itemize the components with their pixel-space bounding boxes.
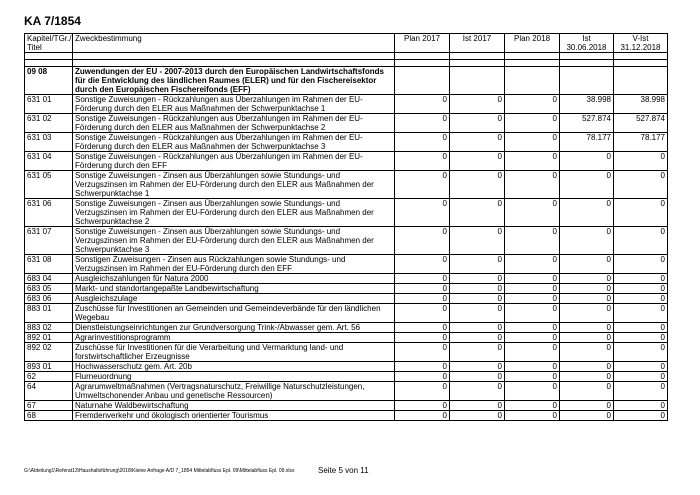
row-plan-2017: 0: [395, 133, 450, 152]
table-row: [25, 382, 668, 401]
table-row: [25, 304, 668, 323]
table-row: [25, 227, 668, 255]
table-row: [25, 255, 668, 274]
row-vist-31-12-2018: 0: [614, 284, 668, 294]
row-ist-2017: 0: [450, 372, 505, 382]
row-vist-31-12-2018: 78.177: [614, 133, 668, 152]
row-vist-31-12-2018: 0: [614, 323, 668, 333]
row-zweckbestimmung: Sonstige Zuweisungen - Zinsen aus Überzahlungen sowie Stundungs- und Verzugszinsen im Rahmen der EU-Förderung durch den ELER aus Maßnahmen der Schwerpunktachse 2: [73, 199, 395, 227]
row-vist-31-12-2018: 0: [614, 382, 668, 401]
row-ist-2017: 0: [450, 323, 505, 333]
row-vist-31-12-2018: 0: [614, 199, 668, 227]
row-ist-2017: 0: [450, 152, 505, 171]
row-plan-2017: 0: [395, 343, 450, 362]
row-ist-2017: 0: [450, 95, 505, 114]
row-vist-31-12-2018: 527.874: [614, 114, 668, 133]
row-code: 892 02: [25, 343, 73, 362]
header-vist-line2: 31.12.2018: [620, 43, 661, 52]
row-ist-2017: 0: [450, 382, 505, 401]
row-plan-2017: 0: [395, 199, 450, 227]
row-vist-31-12-2018: 0: [614, 274, 668, 284]
row-zweckbestimmung: Sonstige Zuweisungen - Rückzahlungen aus Überzahlungen im Rahmen der EU-Förderung durch den ELER aus Maßnahmen der Schwerpunktachse 2: [73, 114, 395, 133]
row-ist-30-06-2018: 0: [560, 152, 614, 171]
row-plan-2017: 0: [395, 304, 450, 323]
row-vist-31-12-2018: 0: [614, 343, 668, 362]
row-zweckbestimmung: Agrarinvestitionsprogramm: [73, 333, 395, 343]
row-plan-2018: 0: [505, 411, 560, 421]
row-ist-2017: 0: [450, 274, 505, 284]
row-code: 64: [25, 382, 73, 401]
row-ist-30-06-2018: 0: [560, 274, 614, 284]
header-ist-2017: Ist 2017: [450, 34, 505, 53]
row-zweckbestimmung: Naturnahe Waldbewirtschaftung: [73, 401, 395, 411]
row-zweckbestimmung: Ausgleichszulage: [73, 294, 395, 304]
row-zweckbestimmung: Markt- und standortangepaßte Landbewirtschaftung: [73, 284, 395, 294]
row-plan-2018: 0: [505, 333, 560, 343]
blank-row: [25, 60, 668, 67]
row-code: 883 01: [25, 304, 73, 323]
row-zweckbestimmung: Zuschüsse für Investitionen für die Verarbeitung und Vermarktung land- und forstwirtschaftlicher Erzeugnisse: [73, 343, 395, 362]
row-zweckbestimmung: Sonstige Zuweisungen - Rückzahlungen aus Überzahlungen im Rahmen der EU-Förderung durch den ELER aus Maßnahmen der Schwerpunktachse 1: [73, 95, 395, 114]
row-ist-30-06-2018: 0: [560, 372, 614, 382]
row-ist-30-06-2018: 0: [560, 323, 614, 333]
row-plan-2017: 0: [395, 294, 450, 304]
row-ist-30-06-2018: 0: [560, 255, 614, 274]
row-zweckbestimmung: Fremdenverkehr und ökologisch orientierter Tourismus: [73, 411, 395, 421]
row-code: 631 08: [25, 255, 73, 274]
row-vist-31-12-2018: 0: [614, 304, 668, 323]
row-vist-31-12-2018: 0: [614, 255, 668, 274]
row-plan-2018: 0: [505, 171, 560, 199]
row-ist-30-06-2018: 0: [560, 171, 614, 199]
table-row: [25, 95, 668, 114]
header-ist-line2: 30.06.2018: [566, 43, 607, 52]
row-ist-2017: 0: [450, 284, 505, 294]
table-row: [25, 333, 668, 343]
row-plan-2017: 0: [395, 362, 450, 372]
row-plan-2017: 0: [395, 372, 450, 382]
row-code: 893 01: [25, 362, 73, 372]
row-plan-2018: 0: [505, 255, 560, 274]
row-zweckbestimmung: Sonstigen Zuweisungen - Zinsen aus Rückzahlungen sowie Stundungs- und Verzugszinsen im Rahmen der EU-Förderung durch den EFF: [73, 255, 395, 274]
row-plan-2017: 0: [395, 255, 450, 274]
row-zweckbestimmung: Dienstleistungseinrichtungen zur Grundversorgung Trink-/Abwasser gem. Art. 56: [73, 323, 395, 333]
row-plan-2018: 0: [505, 199, 560, 227]
table-row: [25, 114, 668, 133]
row-ist-30-06-2018: 0: [560, 284, 614, 294]
table-row: [25, 401, 668, 411]
table-row: [25, 152, 668, 171]
row-ist-2017: 0: [450, 255, 505, 274]
row-ist-30-06-2018: 0: [560, 199, 614, 227]
row-ist-2017: 0: [450, 227, 505, 255]
header-plan-2017: Plan 2017: [395, 34, 450, 53]
row-plan-2017: 0: [395, 382, 450, 401]
row-vist-31-12-2018: 0: [614, 372, 668, 382]
row-code: 631 04: [25, 152, 73, 171]
row-code: 631 02: [25, 114, 73, 133]
row-ist-30-06-2018: 0: [560, 343, 614, 362]
table-body: [25, 53, 668, 421]
row-ist-30-06-2018: 0: [560, 411, 614, 421]
table-row: [25, 411, 668, 421]
row-ist-2017: 0: [450, 362, 505, 372]
row-plan-2017: 0: [395, 95, 450, 114]
row-ist-2017: 0: [450, 343, 505, 362]
row-ist-2017: 0: [450, 411, 505, 421]
table-row: [25, 323, 668, 333]
row-code: 683 06: [25, 294, 73, 304]
row-vist-31-12-2018: 0: [614, 227, 668, 255]
row-code: 631 06: [25, 199, 73, 227]
row-plan-2018: 0: [505, 343, 560, 362]
row-ist-2017: 0: [450, 199, 505, 227]
row-vist-31-12-2018: 0: [614, 152, 668, 171]
table-row: [25, 372, 668, 382]
section-code: 09 08: [25, 67, 73, 95]
row-code: 631 01: [25, 95, 73, 114]
table-header-row: [25, 34, 668, 53]
row-code: 683 04: [25, 274, 73, 284]
row-zweckbestimmung: Sonstige Zuweisungen - Zinsen aus Überzahlungen sowie Stundungs- und Verzugszinsen im Rahmen der EU-Förderung durch den ELER aus Maßnahmen der Schwerpunktachse 1: [73, 171, 395, 199]
row-vist-31-12-2018: 0: [614, 362, 668, 372]
row-plan-2018: 0: [505, 114, 560, 133]
table-row: [25, 133, 668, 152]
row-plan-2018: 0: [505, 304, 560, 323]
row-ist-30-06-2018: 0: [560, 401, 614, 411]
budget-table: [24, 33, 668, 421]
row-vist-31-12-2018: 0: [614, 333, 668, 343]
row-plan-2017: 0: [395, 333, 450, 343]
header-vist-line1: V-Ist: [632, 34, 649, 43]
row-plan-2018: 0: [505, 227, 560, 255]
row-zweckbestimmung: Sonstige Zuweisungen - Zinsen aus Überzahlungen sowie Stundungs- und Verzugszinsen im Rahmen der EU-Förderung durch den ELER aus Maßnahmen der Schwerpunktachse 3: [73, 227, 395, 255]
row-ist-30-06-2018: 0: [560, 333, 614, 343]
row-plan-2018: 0: [505, 323, 560, 333]
row-plan-2018: 0: [505, 284, 560, 294]
row-ist-2017: 0: [450, 304, 505, 323]
table-row: [25, 284, 668, 294]
row-vist-31-12-2018: 38.998: [614, 95, 668, 114]
header-vist-31-12-2018: [614, 34, 668, 53]
row-code: 62: [25, 372, 73, 382]
row-ist-30-06-2018: 527.874: [560, 114, 614, 133]
row-plan-2018: 0: [505, 95, 560, 114]
section-text: Zuwendungen der EU - 2007-2013 durch den Europäischen Landwirtschaftsfonds für die Entwicklung des ländlichen Raumes (ELER) und für den Fischereisektor durch den Europäischen Fischereifonds (EFF): [73, 67, 395, 95]
row-zweckbestimmung: Hochwasserschutz gem. Art. 20b: [73, 362, 395, 372]
row-ist-30-06-2018: 0: [560, 227, 614, 255]
header-ist-line1: Ist: [582, 34, 591, 43]
row-zweckbestimmung: Ausgleichszahlungen für Natura 2000: [73, 274, 395, 284]
row-ist-2017: 0: [450, 294, 505, 304]
row-ist-30-06-2018: 38.998: [560, 95, 614, 114]
row-code: 631 03: [25, 133, 73, 152]
row-plan-2018: 0: [505, 372, 560, 382]
row-vist-31-12-2018: 0: [614, 294, 668, 304]
footer-page-number: Seite 5 von 11: [318, 466, 369, 475]
table-row: [25, 343, 668, 362]
row-plan-2017: 0: [395, 227, 450, 255]
row-ist-30-06-2018: 0: [560, 294, 614, 304]
row-zweckbestimmung: Sonstige Zuweisungen - Rückzahlungen aus Überzahlungen im Rahmen der EU-Förderung durch den ELER aus Maßnahmen der Schwerpunktachse 3: [73, 133, 395, 152]
row-plan-2018: 0: [505, 274, 560, 284]
blank-row: [25, 53, 668, 60]
row-code: 883 02: [25, 323, 73, 333]
header-ist-30-06-2018: [560, 34, 614, 53]
row-plan-2018: 0: [505, 401, 560, 411]
row-plan-2018: 0: [505, 133, 560, 152]
row-zweckbestimmung: Agrarumweltmaßnahmen (Vertragsnaturschutz, Freiwillige Naturschutzleistungen, Umweltschonender Anbau und genetische Ressourcen): [73, 382, 395, 401]
row-ist-2017: 0: [450, 401, 505, 411]
row-plan-2017: 0: [395, 114, 450, 133]
row-code: 892 01: [25, 333, 73, 343]
row-ist-30-06-2018: 0: [560, 304, 614, 323]
row-plan-2018: 0: [505, 294, 560, 304]
footer-file-path: G:\Abteilung1\Referat13\Haushaltsführung\2018\Kleine Anfrage A/D 7_1854 Mittelabfluss Epl. 09\Mittelabfluss Epl. 09.xlsx: [24, 468, 295, 474]
row-ist-30-06-2018: 0: [560, 362, 614, 372]
row-zweckbestimmung: Zuschüsse für Investitionen an Gemeinden und Gemeindeverbände für den ländlichen Wegebau: [73, 304, 395, 323]
table-row: [25, 199, 668, 227]
row-code: 68: [25, 411, 73, 421]
row-plan-2017: 0: [395, 152, 450, 171]
row-ist-2017: 0: [450, 333, 505, 343]
row-ist-2017: 0: [450, 171, 505, 199]
header-kapitel: Kapitel/TGr./ Titel: [25, 34, 73, 53]
row-ist-2017: 0: [450, 114, 505, 133]
row-vist-31-12-2018: 0: [614, 171, 668, 199]
table-row: [25, 171, 668, 199]
row-ist-30-06-2018: 78.177: [560, 133, 614, 152]
row-zweckbestimmung: Sonstige Zuweisungen - Rückzahlungen aus Überzahlungen im Rahmen der EU-Förderung durch den EFF: [73, 152, 395, 171]
row-code: 67: [25, 401, 73, 411]
row-plan-2017: 0: [395, 411, 450, 421]
row-ist-30-06-2018: 0: [560, 382, 614, 401]
row-plan-2018: 0: [505, 382, 560, 401]
row-plan-2018: 0: [505, 152, 560, 171]
table-row: [25, 294, 668, 304]
row-code: 631 07: [25, 227, 73, 255]
row-ist-2017: 0: [450, 133, 505, 152]
row-plan-2017: 0: [395, 274, 450, 284]
row-vist-31-12-2018: 0: [614, 411, 668, 421]
header-zweckbestimmung: Zweckbestimmung: [73, 34, 395, 53]
header-plan-2018: Plan 2018: [505, 34, 560, 53]
row-code: 631 05: [25, 171, 73, 199]
row-plan-2017: 0: [395, 171, 450, 199]
row-zweckbestimmung: Flurneuordnung: [73, 372, 395, 382]
table-row: [25, 274, 668, 284]
row-plan-2017: 0: [395, 401, 450, 411]
section-row: [25, 67, 668, 95]
table-row: [25, 362, 668, 372]
row-plan-2018: 0: [505, 362, 560, 372]
row-plan-2017: 0: [395, 323, 450, 333]
row-plan-2017: 0: [395, 284, 450, 294]
document-title: KA 7/1854: [24, 14, 81, 28]
row-vist-31-12-2018: 0: [614, 401, 668, 411]
row-code: 683 05: [25, 284, 73, 294]
